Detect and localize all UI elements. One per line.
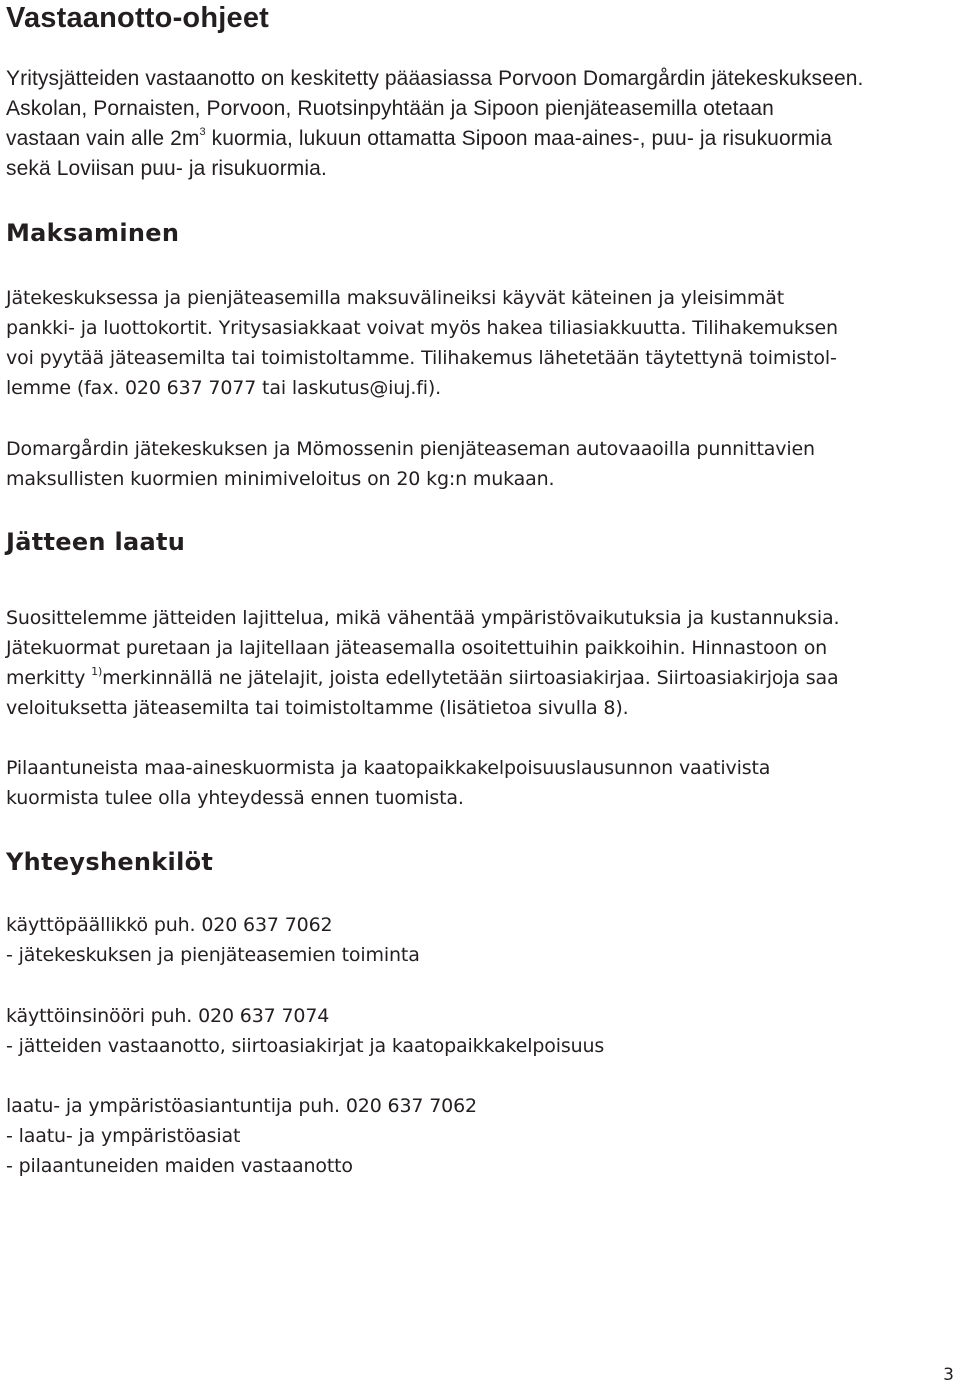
text-line: voi pyytää jäteasemilta tai toimistoltamme. Tilihakemus lähetetään täytettynä toimistol- xyxy=(6,347,837,369)
text-line: Suosittelemme jätteiden lajittelua, mikä vähentää ympäristövaikutuksia ja kustannuksia. xyxy=(6,607,840,629)
text-line: Jätekuormat puretaan ja lajitellaan jäteasemalla osoitettuihin paikkoihin. Hinnastoon on xyxy=(6,637,828,659)
intro-line: Askolan, Pornaisten, Porvoon, Ruotsinpyhtään ja Sipoon pienjäteasemilla otetaan xyxy=(6,97,774,120)
contact-title: laatu- ja ympäristöasiantuntija puh. 020 637 7062 xyxy=(6,1095,477,1117)
intro-paragraph xyxy=(6,64,941,184)
superscript: 3 xyxy=(199,126,206,138)
contact-duty: - jätteiden vastaanotto, siirtoasiakirjat ja kaatopaikkakelpoisuus xyxy=(6,1035,605,1057)
contact-title: käyttöpäällikkö puh. 020 637 7062 xyxy=(6,914,333,936)
contact-block xyxy=(6,910,941,970)
paragraph-contaminated-soil xyxy=(6,753,941,813)
contact-block xyxy=(6,1091,941,1181)
text-line xyxy=(6,663,941,693)
text-line: Pilaantuneista maa-aineskuormista ja kaatopaikkakelpoisuuslausunnon vaativista xyxy=(6,757,771,779)
paragraph-minimum-charge xyxy=(6,434,941,494)
section-heading-maksaminen: Maksaminen xyxy=(6,219,180,247)
contact-duty: - pilaantuneiden maiden vastaanotto xyxy=(6,1155,353,1177)
page-title: Vastaanotto-ohjeet xyxy=(6,2,270,34)
intro-line xyxy=(6,124,941,154)
superscript: 1) xyxy=(91,664,103,678)
text-line: kuormista tulee olla yhteydessä ennen tuomista. xyxy=(6,787,464,809)
contact-block xyxy=(6,1001,941,1061)
text-line: veloituksetta jäteasemilta tai toimistoltamme (lisätietoa sivulla 8). xyxy=(6,697,629,719)
page-number: 3 xyxy=(943,1365,954,1385)
text-line: lemme (fax. 020 637 7077 tai laskutus@iuj.fi). xyxy=(6,377,442,399)
text-line: maksullisten kuormien minimiveloitus on 20 kg:n mukaan. xyxy=(6,468,555,490)
contact-duty: - laatu- ja ympäristöasiat xyxy=(6,1125,241,1147)
intro-line: Yritysjätteiden vastaanotto on keskitetty pääasiassa Porvoon Domargårdin jätekeskukseen. xyxy=(6,67,864,90)
text-line: Domargårdin jätekeskuksen ja Mömossenin pienjäteaseman autovaaoilla punnittavien xyxy=(6,438,815,460)
section-heading-laatu: Jätteen laatu xyxy=(6,528,186,556)
paragraph-sorting xyxy=(6,603,941,723)
text-fragment: merkinnällä ne jätelajit, joista edellytetään siirtoasiakirjaa. Siirtoasiakirjoja saa xyxy=(102,667,839,689)
text-line: pankki- ja luottokortit. Yritysasiakkaat voivat myös hakea tiliasiakkuutta. Tilihakemuksen xyxy=(6,317,838,339)
text-fragment: merkitty xyxy=(6,667,92,689)
intro-text: vastaan vain alle 2m xyxy=(6,127,200,150)
contact-title: käyttöinsinööri puh. 020 637 7074 xyxy=(6,1005,330,1027)
contact-duty: - jätekeskuksen ja pienjäteasemien toiminta xyxy=(6,944,420,966)
intro-text: kuormia, lukuun ottamatta Sipoon maa-aines-, puu- ja risukuormia xyxy=(205,127,832,150)
section-heading-yhteyshenkilot: Yhteyshenkilöt xyxy=(6,848,214,876)
paragraph-payment xyxy=(6,283,941,403)
intro-line: sekä Loviisan puu- ja risukuormia. xyxy=(6,157,327,180)
text-line: Jätekeskuksessa ja pienjäteasemilla maksuvälineiksi käyvät käteinen ja yleisimmät xyxy=(6,287,785,309)
